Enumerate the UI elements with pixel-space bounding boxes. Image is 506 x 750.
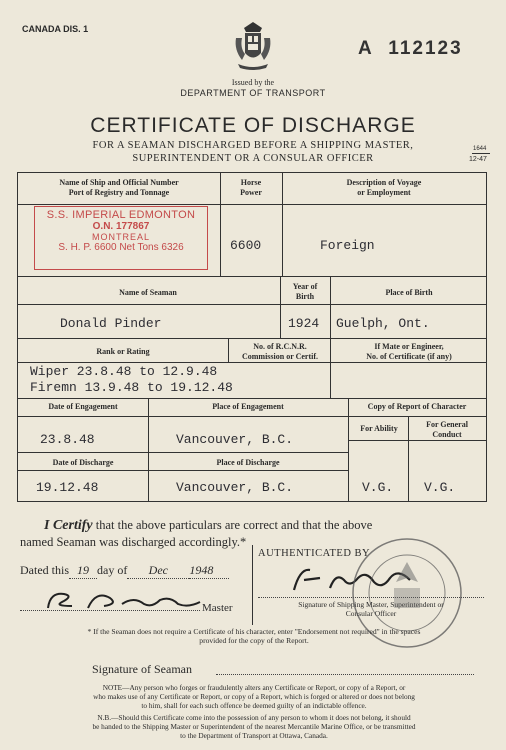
return-note: N.B.—Should this Certificate come into the possession of any person to whom it does not belong, it should be handed to the Shipping Master or Superintendent of the nearest Mercantile Marine Office, or be transmitted to the Department of Transport at Ottawa, Canada. bbox=[92, 713, 416, 740]
seaman-name-header: Name of Seaman bbox=[119, 288, 177, 297]
ability-value: V.G. bbox=[362, 480, 394, 495]
certificate-title: CERTIFICATE OF DISCHARGE bbox=[90, 114, 416, 137]
rcnr-header: No. of R.C.N.R. Commission or Certif. bbox=[241, 342, 319, 361]
copy-report-header: Copy of Report of Character bbox=[367, 402, 467, 411]
port-of-registry: MONTREAL bbox=[91, 232, 150, 242]
place-of-birth-value: Guelph, Ont. bbox=[336, 316, 430, 331]
official-number: O.N. 177867 bbox=[92, 221, 150, 232]
rank-header: Rank or Rating bbox=[96, 347, 150, 356]
dated-line: Dated this 19 day of Dec 1948 bbox=[20, 563, 229, 579]
conduct-header: For General Conduct bbox=[426, 420, 468, 439]
department-name: DEPARTMENT OF TRANSPORT bbox=[180, 88, 326, 98]
voyage-header: Description of Voyage or Employment bbox=[346, 178, 422, 197]
place-discharge-header: Place of Discharge bbox=[216, 458, 280, 467]
seaman-name-value: Donald Pinder bbox=[60, 316, 162, 331]
place-discharge-value: Vancouver, B.C. bbox=[176, 480, 294, 495]
authenticated-by: AUTHENTICATED BY bbox=[258, 548, 371, 559]
year-of-birth-header: Year of Birth bbox=[292, 282, 318, 301]
form-code: CANADA DIS. 1 bbox=[22, 24, 89, 34]
seaman-signature-label: Signature of Seaman bbox=[92, 662, 192, 676]
subtitle-line-1: FOR A SEAMAN DISCHARGED BEFORE A SHIPPING MASTER, bbox=[92, 140, 414, 151]
character-footnote: * If the Seaman does not require a Certificate of his character, enter "Endorsement not required" in the spaces provided for the copy of the Report. bbox=[87, 627, 421, 645]
place-engagement-value: Vancouver, B.C. bbox=[176, 432, 294, 447]
conduct-value: V.G. bbox=[424, 480, 456, 495]
officer-signature-label: Signature of Shipping Master, Superintendent or Consular Officer bbox=[298, 600, 444, 618]
place-of-birth-header: Place of Birth bbox=[385, 288, 433, 297]
date-engagement-value: 23.8.48 bbox=[40, 432, 95, 447]
voyage-value: Foreign bbox=[320, 238, 375, 253]
ship-stamp bbox=[34, 206, 208, 270]
place-engagement-header: Place of Engagement bbox=[212, 402, 284, 411]
master-label: Master bbox=[202, 602, 233, 614]
rank-line-2: Firemn 13.9.48 to 19.12.48 bbox=[30, 380, 233, 395]
serial-number bbox=[358, 38, 463, 60]
ship-name: S.S. IMPERIAL EDMONTON bbox=[46, 209, 196, 221]
rank-line-1: Wiper 23.8.48 to 12.9.48 bbox=[30, 364, 218, 379]
tonnage: S. H. P. 6600 Net Tons 6326 bbox=[58, 242, 184, 253]
serial-digits: 112123 bbox=[388, 38, 463, 59]
coat-of-arms-icon bbox=[232, 20, 274, 72]
side-code-bottom: 12-47 bbox=[469, 156, 487, 163]
dated-day: 19 bbox=[69, 563, 97, 579]
certify-statement bbox=[44, 518, 372, 534]
ship-header: Name of Ship and Official Number Port of Registry and Tonnage bbox=[59, 178, 179, 197]
side-code-top: 1644 bbox=[473, 146, 487, 152]
date-engagement-header: Date of Engagement bbox=[48, 402, 118, 411]
power-header: Horse Power bbox=[240, 178, 262, 197]
serial-prefix: A bbox=[358, 38, 374, 59]
mate-engineer-header: If Mate or Engineer, No. of Certificate (if any) bbox=[366, 342, 452, 361]
dated-year: 1948 bbox=[189, 563, 229, 579]
date-discharge-header: Date of Discharge bbox=[52, 458, 114, 467]
certify-text-2: named Seaman was discharged accordingly.* bbox=[20, 535, 247, 549]
horse-power-value: 6600 bbox=[230, 238, 262, 253]
issued-by: Issued by the bbox=[231, 78, 275, 87]
date-discharge-value: 19.12.48 bbox=[36, 480, 99, 495]
subtitle-line-2: SUPERINTENDENT OR A CONSULAR OFFICER bbox=[132, 153, 374, 164]
certify-text-1: that the above particulars are correct and that the above bbox=[95, 518, 373, 532]
ability-header: For Ability bbox=[360, 424, 398, 433]
dated-month: Dec bbox=[127, 563, 189, 579]
certify-lead: I Certify bbox=[44, 518, 93, 533]
year-of-birth-value: 1924 bbox=[288, 316, 320, 331]
forgery-note: NOTE—Any person who forges or fraudulently alters any Certificate or Report, or copy of a Report, or who makes use of any Certificate or Report, or copy of a Report, which is forged or altered or does not belong to him, shall for each such offence be deemed guilty of an indictable offence. bbox=[93, 683, 415, 710]
